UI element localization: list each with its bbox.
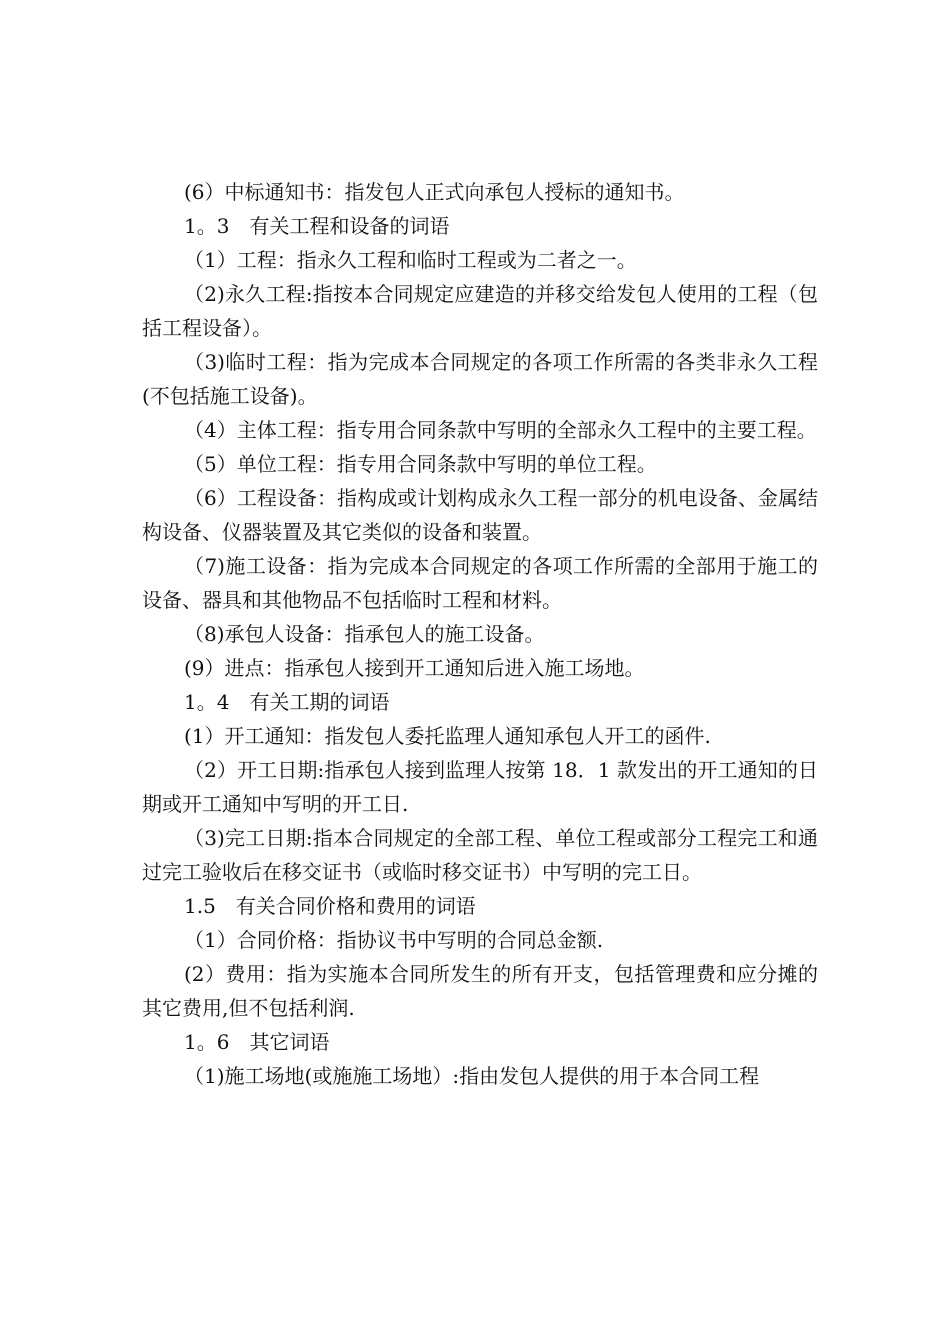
definition-engineering-equipment: （6）工程设备：指构成或计划构成永久工程一部分的机电设备、金属结构设备、仪器装置及其它类似的设备和装置。 (142, 486, 818, 544)
definition-main-works: （4）主体工程：指专用合同条款中写明的全部永久工程中的主要工程。 (184, 418, 817, 442)
definition-notice-of-award: (6）中标通知书：指发包人正式向承包人授标的通知书。 (184, 180, 685, 204)
definition-commencement-notice: (1）开工通知：指发包人委托监理人通知承包人开工的函件. (184, 724, 711, 748)
definition-contract-price: （1）合同价格：指协议书中写明的合同总金额. (184, 928, 604, 952)
section-heading-1-5: 1.5 有关合同价格和费用的词语 (184, 894, 476, 918)
definition-temporary-works: （3)临时工程：指为完成本合同规定的各项工作所需的各类非永久工程(不包括施工设备)。 (142, 350, 818, 408)
definition-unit-works: （5）单位工程：指专用合同条款中写明的单位工程。 (184, 452, 657, 476)
definition-works: （1）工程：指永久工程和临时工程或为二者之一。 (184, 248, 637, 272)
section-heading-1-6: 1。6 其它词语 (184, 1030, 330, 1054)
definition-cost: (2）费用：指为实施本合同所发生的所有开支，包括管理费和应分摊的其它费用,但不包括利润. (142, 962, 818, 1020)
section-heading-1-4: 1。4 有关工期的词语 (184, 690, 390, 714)
definition-construction-equipment: （7)施工设备：指为完成本合同规定的各项工作所需的全部用于施工的设备、器具和其他物品不包括临时工程和材料。 (142, 554, 818, 612)
section-heading-1-3: 1。3 有关工程和设备的词语 (184, 214, 450, 238)
definition-construction-site: （1)施工场地(或施施工场地）:指由发包人提供的用于本合同工程 (184, 1064, 760, 1088)
definition-permanent-works: （2)永久工程:指按本合同规定应建造的并移交给发包人使用的工程（包括工程设备）。 (142, 282, 818, 340)
definition-contractor-equipment: （8)承包人设备：指承包人的施工设备。 (184, 622, 545, 646)
definition-site-entry: (9）进点：指承包人接到开工通知后进入施工场地。 (184, 656, 645, 680)
document-body (142, 175, 818, 1093)
definition-completion-date: （3)完工日期:指本合同规定的全部工程、单位工程或部分工程完工和通过完工验收后在移交证书（或临时移交证书）中写明的完工日。 (142, 826, 818, 884)
definition-commencement-date: （2）开工日期:指承包人接到监理人按第 18．1 款发出的开工通知的日期或开工通知中写明的开工日. (142, 758, 818, 816)
